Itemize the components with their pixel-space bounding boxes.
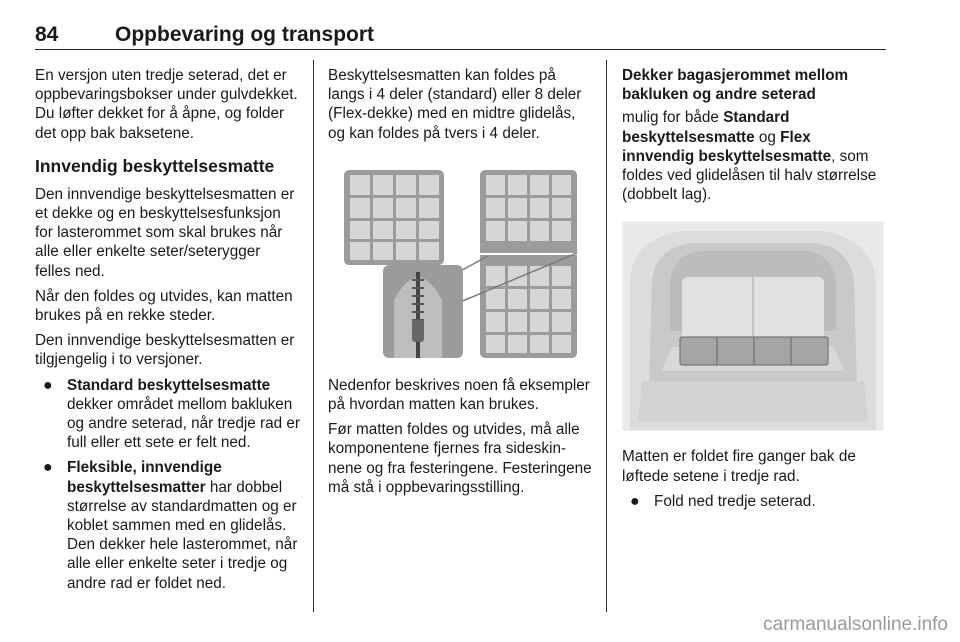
text-run: , som foldes ved glidelåsen til halv størrelse (dobbelt lag). [622,147,877,204]
paragraph: Den innvendige beskyttelsesmatten er tilgjengelig i to versjoner. [35,332,295,369]
paragraph: Beskyttelsesmatten kan foldes på langs i 4 deler (standard) eller 8 deler (Flex-dekke) med en midtre glidelås, og kan foldes på tvers i 4 deler. [328,67,582,142]
paragraph: Nedenfor beskrives noen få eksempler på hvordan matten kan brukes. [328,376,590,414]
text-run: og [754,128,781,146]
list-item [35,458,300,592]
folded-mat-image [680,337,828,365]
bold-term: Standard beskyttelsesmatte [67,376,271,394]
section-heading: Innvendig beskyttelsesmatte [35,155,275,176]
paragraph: Før matten foldes og utvides, må alle komponentene fjernes fra sideskinnene og fra festeringene. Festeringene må stå i oppbevaringsstilling. [328,421,592,496]
trunk-mat-illustration [622,221,884,431]
list-item-text: dekker området mellom bakluken og andre seterad, når tredje rad er full eller ett sete er felt ned. [67,395,300,452]
column-1 [35,66,300,599]
list-item-text: Fold ned tredje seterad. [654,492,816,510]
list-item [622,492,887,511]
subheading [622,66,887,104]
text-run: mulig for både [622,109,724,127]
bullet-icon: ● [630,492,640,510]
bold-term: Flex innvendig beskyttelsesmatte [622,128,832,165]
page-header [35,23,886,50]
list-item-text: har dobbel størrelse av standardmatten og er koblet sammen med en glidelås. Den dekker hele lasterommet, når alle eller enkelte seter i tredje og andre rad er foldet ned. [67,478,298,592]
bullet-icon: ● [43,459,53,477]
watermark: carmanualsonline.info [763,614,948,635]
bold-term: Standard beskyttelsesmatte [622,109,790,146]
column-divider [313,60,314,612]
paragraph [622,108,887,204]
paragraph: Den innvendige beskyttelsesmatten er et dekke og en beskyttelsesfunksjon for lasterommet som skal brukes når alle eller enkelte seter/seterygger felles ned. [35,185,295,280]
paragraph: Når den foldes og utvides, kan matten brukes på en rekke steder. [35,287,293,325]
column-divider [606,60,607,612]
mat-fold-illustration [328,160,593,360]
paragraph: Matten er foldet fire ganger bak de løftede setene i tredje rad. [622,448,856,485]
zipper-detail-image [383,265,463,358]
list-item [35,376,300,453]
bullet-icon: ● [43,376,53,394]
bullet-list [35,376,300,593]
column-3 [622,66,887,517]
page-number: 84 [35,23,59,46]
column-2 [328,66,593,503]
flex-mat-image [480,170,577,358]
page-title: Oppbevaring og transport [115,23,375,46]
intro-paragraph: En versjon uten tredje seterad, det er oppbevaringsbokser under gulvdekket. Du løfter dekket for å åpne, og folder det opp bak baksetene. [35,67,298,142]
bold-term: Fleksible, innvendige beskyttelsesmatter [67,459,222,496]
standard-mat-image [344,170,444,265]
bullet-list [622,492,887,511]
subheading-text: Dekker bagasjerommet mellom bakluken og andre seterad [622,67,849,104]
